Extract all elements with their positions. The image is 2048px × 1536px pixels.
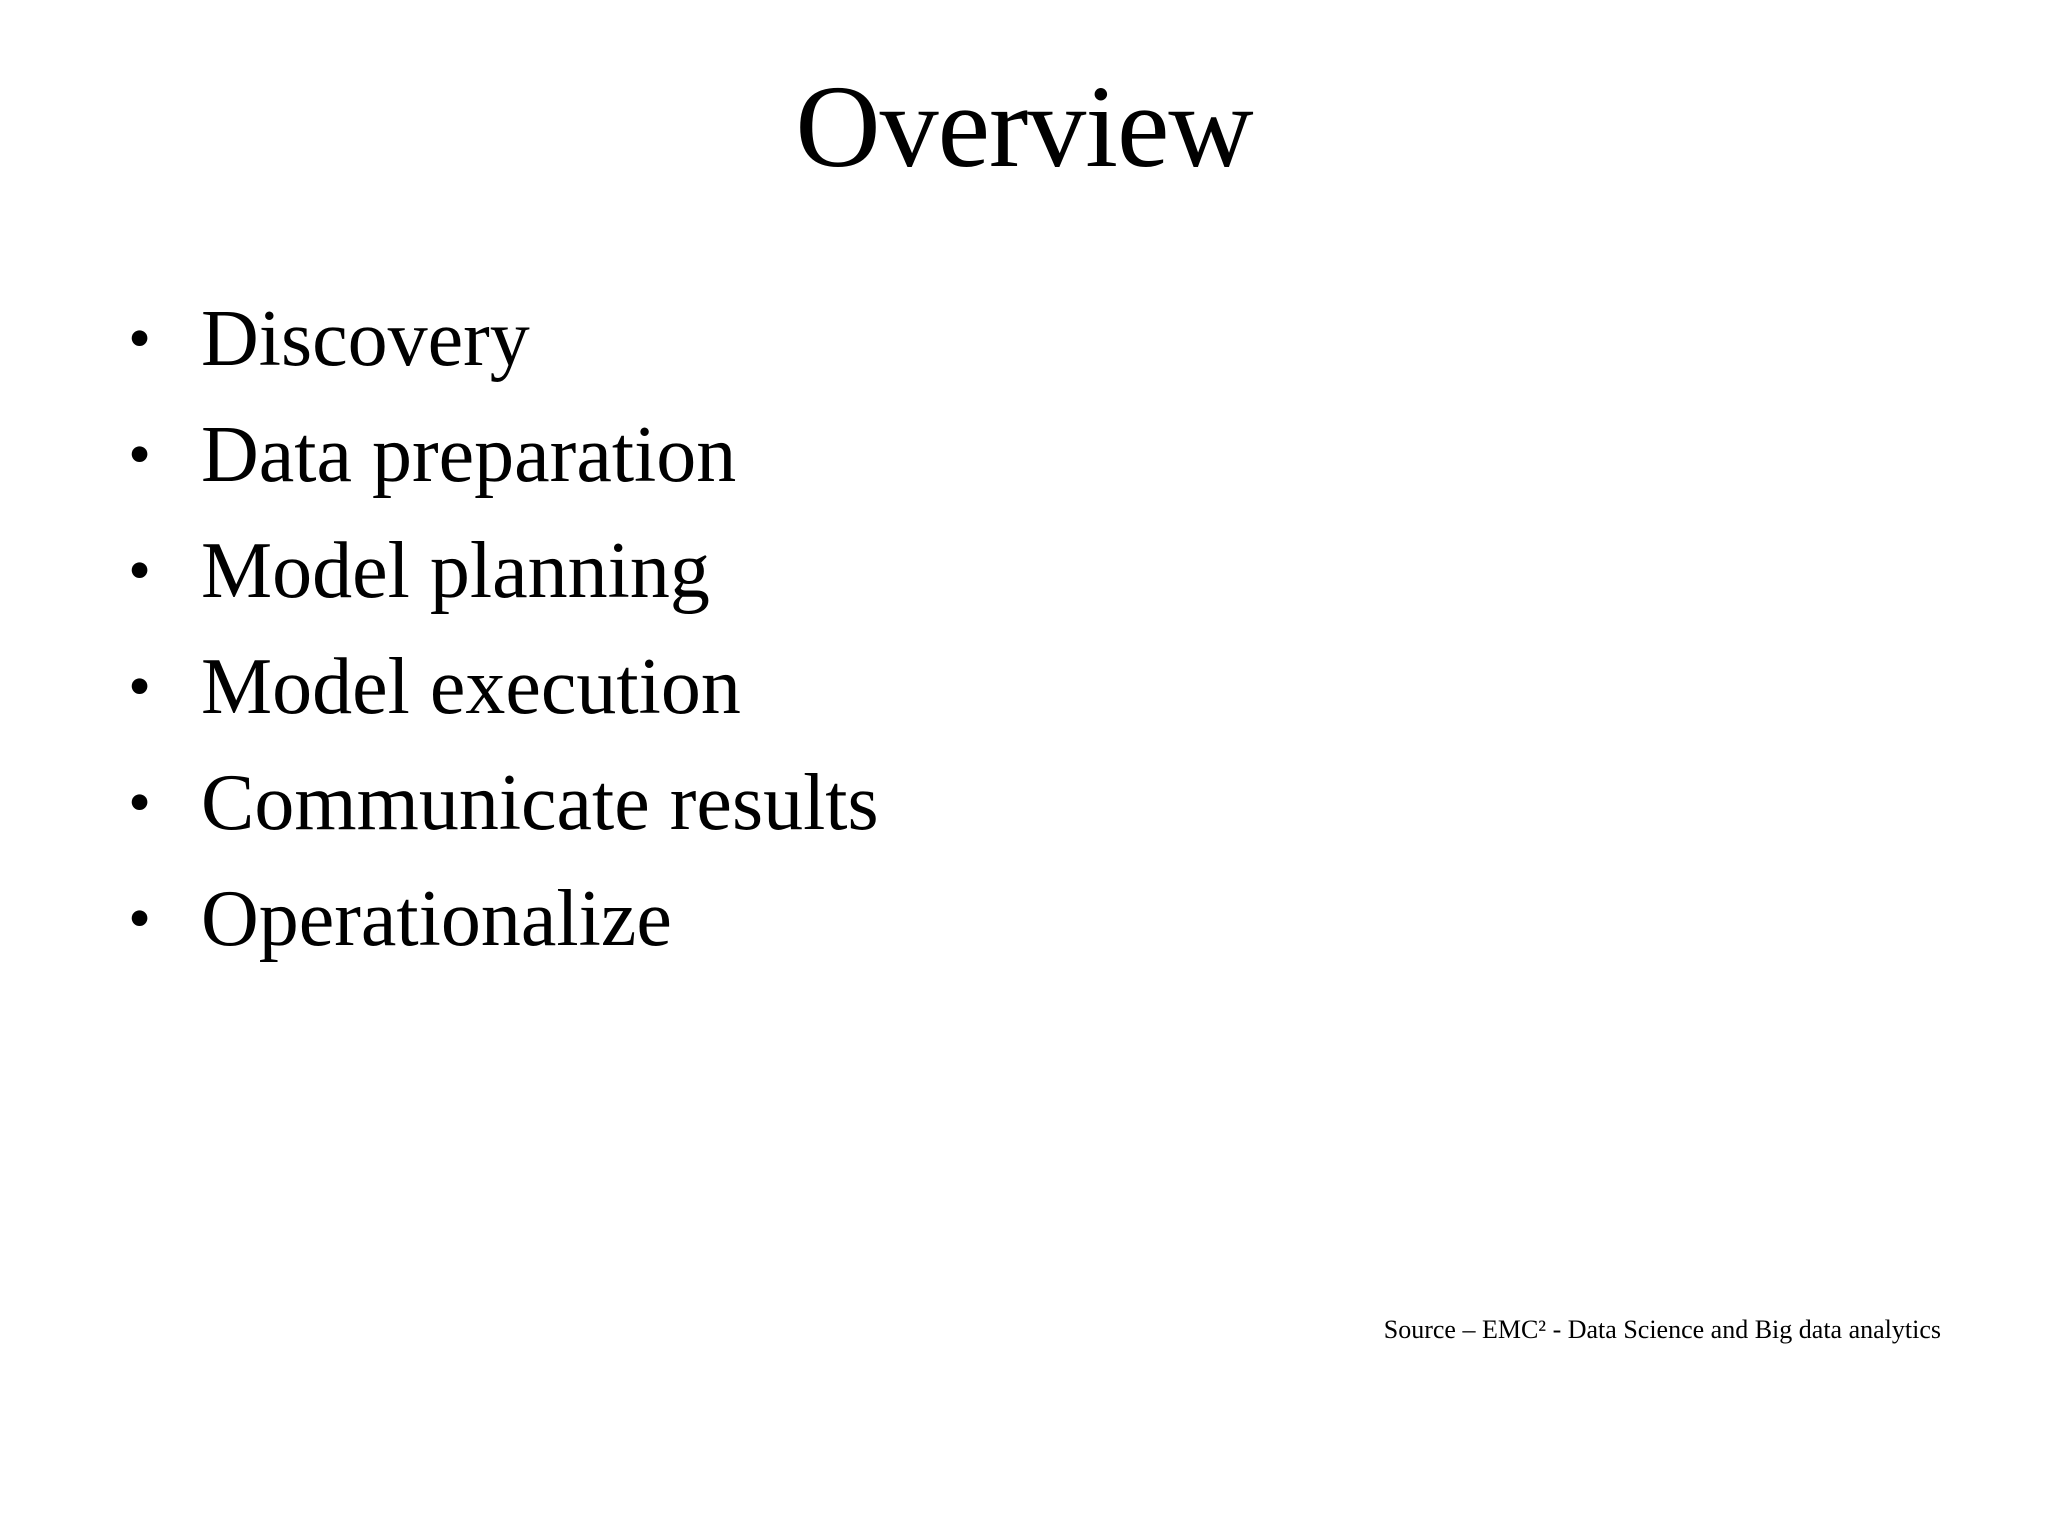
bullet-marker: • (128, 766, 152, 839)
bullet-marker: • (128, 302, 152, 375)
bullet-text: Communicate results (201, 759, 879, 847)
bullet-marker: • (128, 882, 152, 955)
slide-title: Overview (795, 61, 1253, 192)
bullet-marker: • (128, 418, 152, 491)
source-citation: Source – EMC² - Data Science and Big data analytics (1383, 1315, 1941, 1344)
bullet-marker: • (128, 650, 152, 723)
bullet-text: Data preparation (201, 411, 737, 499)
bullet-text: Operationalize (201, 875, 672, 963)
bullet-text: Discovery (201, 295, 530, 383)
bullet-text: Model execution (201, 643, 741, 731)
bullet-marker: • (128, 534, 152, 607)
bullet-text: Model planning (201, 527, 710, 615)
